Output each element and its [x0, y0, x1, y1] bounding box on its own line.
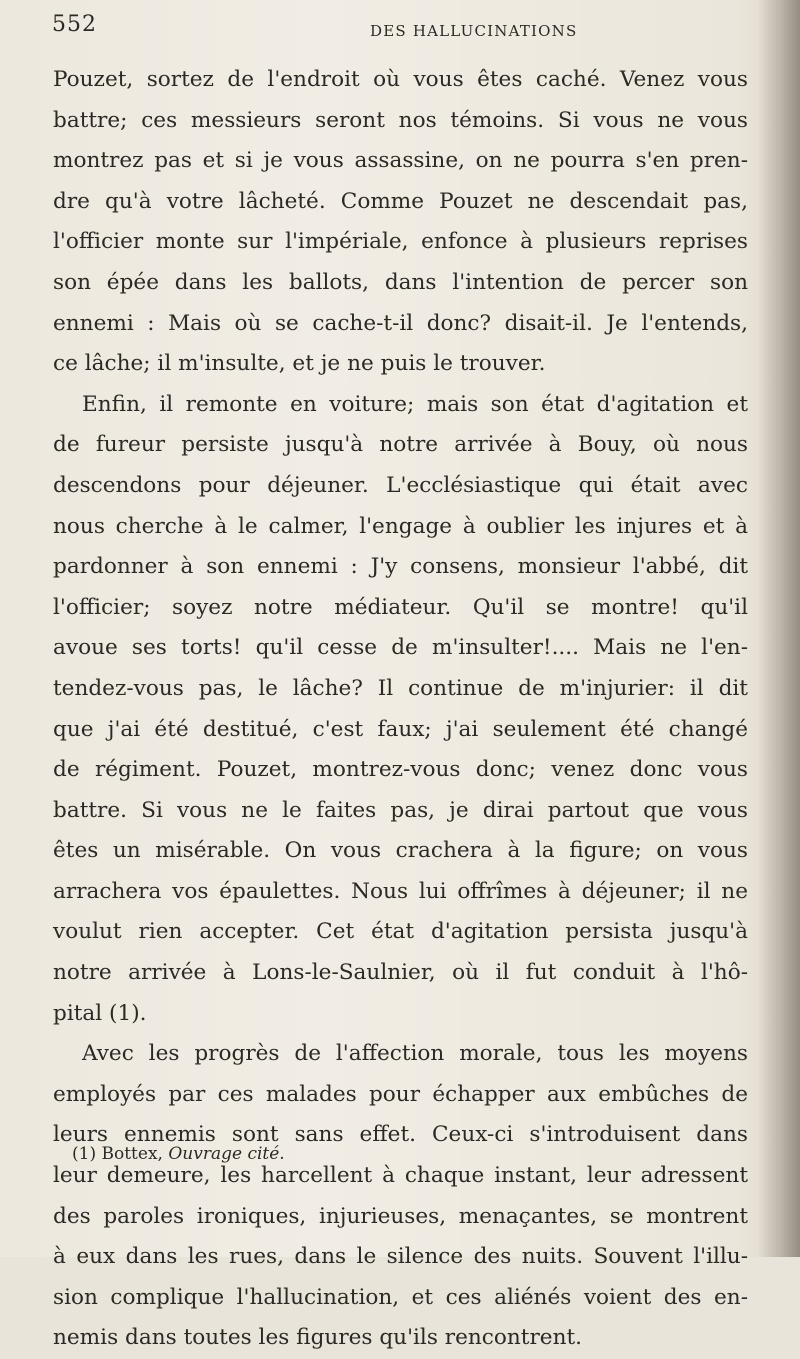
text-line: nemis dans toutes les figures qu'ils rencontrent.	[53, 1325, 583, 1351]
text-line: nous cherche à le calmer, l'engage à oublier les injures et à	[53, 513, 748, 539]
running-head: DES HALLUCINATIONS	[370, 22, 578, 40]
text-line: battre; ces messieurs seront nos témoins. Si vous ne vous	[53, 107, 748, 133]
page-edge-shadow	[758, 0, 800, 1257]
text-line: que j'ai été destitué, c'est faux; j'ai seulement été changé	[53, 716, 748, 742]
text-line: arrachera vos épaulettes. Nous lui offrîmes à déjeuner; il ne	[53, 878, 748, 904]
text-line: battre. Si vous ne le faites pas, je dirai partout que vous	[53, 797, 748, 823]
text-line: êtes un misérable. On vous crachera à la figure; on vous	[53, 838, 748, 864]
footnote-title: Ouvrage cité.	[168, 1144, 285, 1164]
text-line: Pouzet, sortez de l'endroit où vous êtes caché. Venez vous	[53, 67, 748, 92]
text-line: employés par ces malades pour échapper aux embûches de	[53, 1081, 748, 1107]
text-line: de fureur persiste jusqu'à notre arrivée à Bouy, où nous	[53, 432, 748, 458]
text-line: ennemi : Mais où se cache-t-il donc? disait-il. Je l'entends,	[53, 310, 748, 336]
text-line: Avec les progrès de l'affection morale, tous les moyens	[82, 1041, 748, 1067]
footnote-author: Bottex,	[101, 1144, 163, 1164]
text-line: l'officier; soyez notre médiateur. Qu'il se montre! qu'il	[53, 594, 748, 620]
page-number: 552	[52, 12, 97, 37]
text-line: voulut rien accepter. Cet état d'agitation persista jusqu'à	[53, 919, 748, 945]
text-line: l'officier monte sur l'impériale, enfonce à plusieurs reprises	[53, 229, 748, 255]
text-line: montrez pas et si je vous assassine, on ne pourra s'en pren-	[53, 148, 748, 174]
footnote-marker: (1)	[72, 1144, 97, 1164]
text-line: pardonner à son ennemi : J'y consens, monsieur l'abbé, dit	[53, 554, 748, 580]
footnote	[72, 1144, 285, 1164]
page-header	[52, 12, 752, 52]
body-text	[53, 60, 748, 1359]
text-line: Enfin, il remonte en voiture; mais son état d'agitation et	[82, 391, 748, 417]
text-line: à eux dans les rues, dans le silence des nuits. Souvent l'illu-	[53, 1244, 748, 1270]
text-line: leurs ennemis sont sans effet. Ceux-ci s'introduisent dans	[53, 1122, 748, 1148]
text-line: tendez-vous pas, le lâche? Il continue de m'injurier: il dit	[53, 675, 748, 701]
text-line: son épée dans les ballots, dans l'intention de percer son	[53, 269, 748, 295]
text-line: avoue ses torts! qu'il cesse de m'insulter!.... Mais ne l'en-	[53, 635, 748, 661]
text-line: descendons pour déjeuner. L'ecclésiastique qui était avec	[53, 472, 748, 498]
text-line: pital (1).	[53, 1000, 147, 1026]
text-line: dre qu'à votre lâcheté. Comme Pouzet ne descendait pas,	[53, 188, 748, 214]
text-line: de régiment. Pouzet, montrez-vous donc; venez donc vous	[53, 757, 748, 783]
text-line: leur demeure, les harcellent à chaque instant, leur adressent	[53, 1163, 748, 1189]
text-line: notre arrivée à Lons-le-Saulnier, où il fut conduit à l'hô-	[53, 960, 748, 986]
text-line: sion complique l'hallucination, et ces aliénés voient des en-	[53, 1284, 748, 1310]
text-line: des paroles ironiques, injurieuses, menaçantes, se montrent	[53, 1203, 748, 1229]
text-line: ce lâche; il m'insulte, et je ne puis le trouver.	[53, 351, 546, 377]
